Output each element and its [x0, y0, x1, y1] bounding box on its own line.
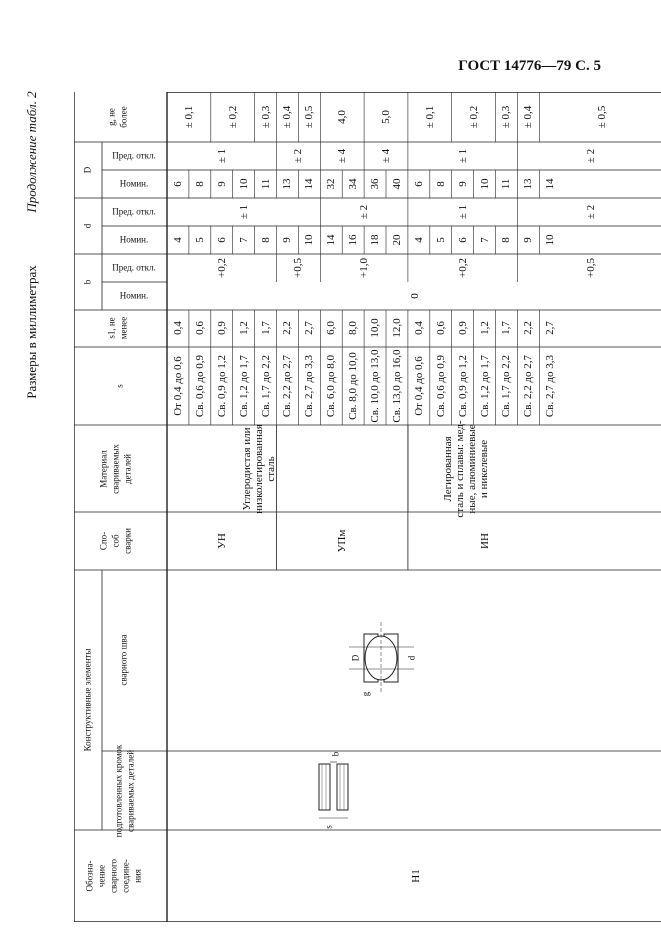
row-d-nominal: 6 — [456, 237, 469, 243]
row-s1: 8,0 — [347, 321, 360, 335]
row-s-range: Св. 10,0 до 13,0 — [369, 349, 382, 423]
row-s-range: От 0,4 до 0,6 — [412, 356, 425, 416]
row-D-nominal: 6 — [171, 181, 184, 187]
diagram-label-b: b — [330, 751, 341, 757]
row-D-nominal: 11 — [500, 178, 513, 190]
rotated-table — [24, 91, 661, 922]
designation-header: сварного — [108, 859, 119, 893]
row-d-nominal: 16 — [347, 234, 360, 246]
row-s1: 0,6 — [434, 321, 447, 335]
b-nominal: 0 — [409, 293, 421, 299]
row-s-range: Св. 2,7 до 3,3 — [544, 354, 557, 418]
prepared-edges-header: подготовленных кромок — [113, 744, 124, 838]
edge-preparation-diagram — [319, 762, 348, 818]
g-value: ± 0,2 — [226, 105, 239, 129]
b-deviation: +0,2 — [456, 258, 469, 278]
s1-header: менее — [118, 316, 129, 340]
row-s-range: Св. 2,2 до 2,7 — [281, 354, 294, 418]
material-carbon-steel: сталь — [265, 456, 277, 482]
nominal-subheader: Номин. — [119, 178, 149, 189]
row-s1: 6,0 — [325, 321, 338, 335]
row-D-nominal: 32 — [325, 178, 338, 190]
row-s-range: Св. 1,7 до 2,2 — [500, 354, 513, 418]
row-d-nominal: 10 — [303, 234, 316, 246]
material-alloy-steel: ные, алюминиевые — [465, 424, 478, 514]
deviation-subheader: Пред. откл. — [112, 206, 156, 217]
row-d-nominal: 5 — [434, 237, 447, 243]
g-value: ± 0,1 — [423, 105, 436, 129]
designation-value: Н1 — [410, 869, 422, 883]
row-s1: 2,7 — [544, 321, 557, 335]
row-d-nominal: 14 — [325, 234, 338, 246]
d-header: d — [82, 223, 93, 229]
D-deviation: ± 2 — [584, 148, 597, 164]
row-s1: 1,2 — [478, 321, 491, 335]
diagram-label-g: g — [360, 691, 371, 697]
material-header: деталей — [122, 454, 133, 484]
method-UN: УН — [215, 533, 228, 549]
row-s1: 2,2 — [281, 321, 294, 335]
nominal-subheader: Номин. — [119, 234, 149, 245]
row-s-range: Св. 1,2 до 1,7 — [478, 354, 491, 418]
row-s1: 0,6 — [193, 321, 206, 335]
row-s1: 1,7 — [500, 321, 513, 335]
structural-elements-header: Конструктивные элементы — [82, 648, 93, 752]
row-d-nominal: 9 — [522, 237, 535, 243]
row-s1: 1,7 — [259, 321, 272, 335]
D-deviation: ± 2 — [292, 148, 305, 164]
D-deviation: ± 4 — [380, 148, 392, 164]
g-value: ± 0,3 — [500, 105, 513, 129]
row-s1: 0,4 — [171, 321, 184, 335]
b-deviation: +1,0 — [358, 258, 371, 278]
row-s1: 0,9 — [456, 321, 469, 335]
row-s1: 10,0 — [369, 318, 382, 338]
material-header: Материал — [98, 450, 109, 488]
nominal-subheader: Номин. — [119, 290, 149, 301]
document-number: ГОСТ 14776—79 С. 5 — [458, 58, 601, 74]
row-s-range: Св. 0,6 до 0,9 — [193, 354, 206, 418]
row-d-nominal: 7 — [237, 237, 250, 243]
row-s-range: Св. 8,0 до 10,0 — [347, 352, 360, 420]
units-caption: Размеры в миллиметрах — [24, 265, 39, 399]
row-s1: 2,7 — [303, 321, 316, 335]
row-D-nominal: 14 — [544, 178, 557, 190]
row-s-range: Св. 2,7 до 3,3 — [303, 354, 316, 418]
b-deviation: +0,5 — [292, 258, 305, 278]
prepared-edges-header: свариваемых деталей — [125, 749, 136, 833]
row-D-nominal: 34 — [347, 178, 360, 190]
row-s1: 2,2 — [522, 321, 535, 335]
row-d-nominal: 5 — [193, 237, 206, 243]
deviation-subheader: Пред. откл. — [112, 150, 156, 161]
row-D-nominal: 11 — [259, 178, 272, 190]
weld-seam-header: сварного шва — [118, 634, 129, 686]
row-d-nominal: 8 — [500, 237, 513, 243]
g-value: ± 0,5 — [595, 105, 608, 129]
D-deviation: ± 1 — [215, 148, 228, 164]
row-s1: 12,0 — [390, 318, 403, 338]
g-value: ± 0,1 — [182, 105, 195, 129]
g-value: 5,0 — [380, 110, 392, 124]
method-UPm: УПм — [336, 529, 349, 553]
row-D-nominal: 40 — [390, 178, 403, 190]
designation-header: ния — [132, 869, 143, 883]
b-deviation: +0,2 — [215, 258, 228, 278]
b-deviation: +0,5 — [584, 258, 597, 278]
diagram-label-D: D — [350, 654, 361, 662]
row-D-nominal: 9 — [215, 181, 228, 187]
designation-header: Обозна- — [84, 860, 95, 892]
row-s1: 1,2 — [237, 321, 250, 335]
material-alloy-steel: Легированная — [441, 436, 454, 502]
row-D-nominal: 10 — [478, 178, 491, 190]
b-header: b — [82, 279, 93, 285]
material-header: свариваемых — [110, 444, 121, 494]
row-s-range: Св. 0,6 до 0,9 — [434, 354, 447, 418]
g-value: ± 0,4 — [522, 105, 535, 129]
g-value: 4,0 — [336, 110, 349, 124]
row-s-range: Св. 0,9 до 1,2 — [456, 354, 469, 418]
row-d-nominal: 20 — [390, 234, 403, 246]
s1-header: s1, не — [106, 317, 117, 339]
g-header: более — [118, 106, 129, 128]
material-alloy-steel: сталь и сплавы: мед- — [453, 420, 466, 518]
row-D-nominal: 13 — [281, 178, 294, 190]
D-deviation: ± 1 — [456, 148, 469, 164]
row-s1: 0,9 — [215, 321, 228, 335]
method-header: Спо- — [98, 531, 109, 551]
diagram-label-s: s — [323, 825, 334, 829]
g-value: ± 0,3 — [259, 105, 272, 129]
D-header: D — [82, 166, 93, 174]
designation-header: чение — [96, 864, 107, 888]
row-d-nominal: 9 — [281, 237, 294, 243]
deviation-subheader: Пред. откл. — [112, 262, 156, 273]
row-D-nominal: 36 — [369, 178, 382, 190]
row-d-nominal: 4 — [412, 237, 425, 243]
row-d-nominal: 18 — [369, 234, 382, 246]
d-deviation: ± 1 — [237, 204, 250, 220]
row-D-nominal: 10 — [237, 178, 250, 190]
method-header: соб — [110, 534, 121, 548]
row-D-nominal: 13 — [522, 178, 535, 190]
row-d-nominal: 10 — [544, 234, 557, 246]
D-deviation: ± 4 — [336, 148, 349, 164]
row-D-nominal: 8 — [193, 181, 206, 187]
row-D-nominal: 9 — [456, 181, 469, 187]
row-s-range: Св. 2,2 до 2,7 — [522, 354, 535, 418]
method-header: сварки — [122, 528, 133, 554]
method-IN: ИН — [478, 533, 491, 549]
row-s-range: Св. 1,2 до 1,7 — [237, 354, 250, 418]
row-s1: 0,4 — [412, 321, 425, 335]
diagram-label-d: d — [406, 655, 417, 661]
d-deviation: ± 2 — [584, 204, 597, 220]
row-s-range: Св. 6,0 до 8,0 — [325, 354, 338, 418]
s-header: s — [114, 384, 125, 388]
g-value: ± 0,5 — [303, 105, 316, 129]
material-carbon-steel: низколегированная — [253, 424, 265, 514]
row-s-range: Св. 0,9 до 1,2 — [215, 354, 228, 418]
row-s-range: Св. 13,0 до 16,0 — [390, 349, 403, 423]
d-deviation: ± 1 — [456, 204, 469, 220]
row-s-range: Св. 1,7 до 2,2 — [259, 354, 272, 418]
g-value: ± 0,4 — [281, 105, 294, 129]
row-d-nominal: 6 — [215, 237, 228, 243]
material-carbon-steel: Углеродистая или — [241, 427, 253, 511]
material-alloy-steel: и никелевые — [477, 439, 490, 499]
row-d-nominal: 7 — [478, 237, 491, 243]
designation-header: соедине- — [120, 859, 131, 893]
row-s-range: От 0,4 до 0,6 — [171, 356, 184, 416]
row-D-nominal: 8 — [434, 181, 447, 187]
table-continuation-caption: Продолжение табл. 2 — [24, 91, 39, 213]
d-deviation: ± 2 — [358, 204, 371, 220]
g-header: g, не — [106, 108, 117, 126]
g-value: ± 0,2 — [467, 105, 480, 129]
row-D-nominal: 14 — [303, 178, 316, 190]
row-d-nominal: 8 — [259, 237, 272, 243]
row-d-nominal: 4 — [171, 237, 184, 243]
row-D-nominal: 6 — [412, 181, 425, 187]
